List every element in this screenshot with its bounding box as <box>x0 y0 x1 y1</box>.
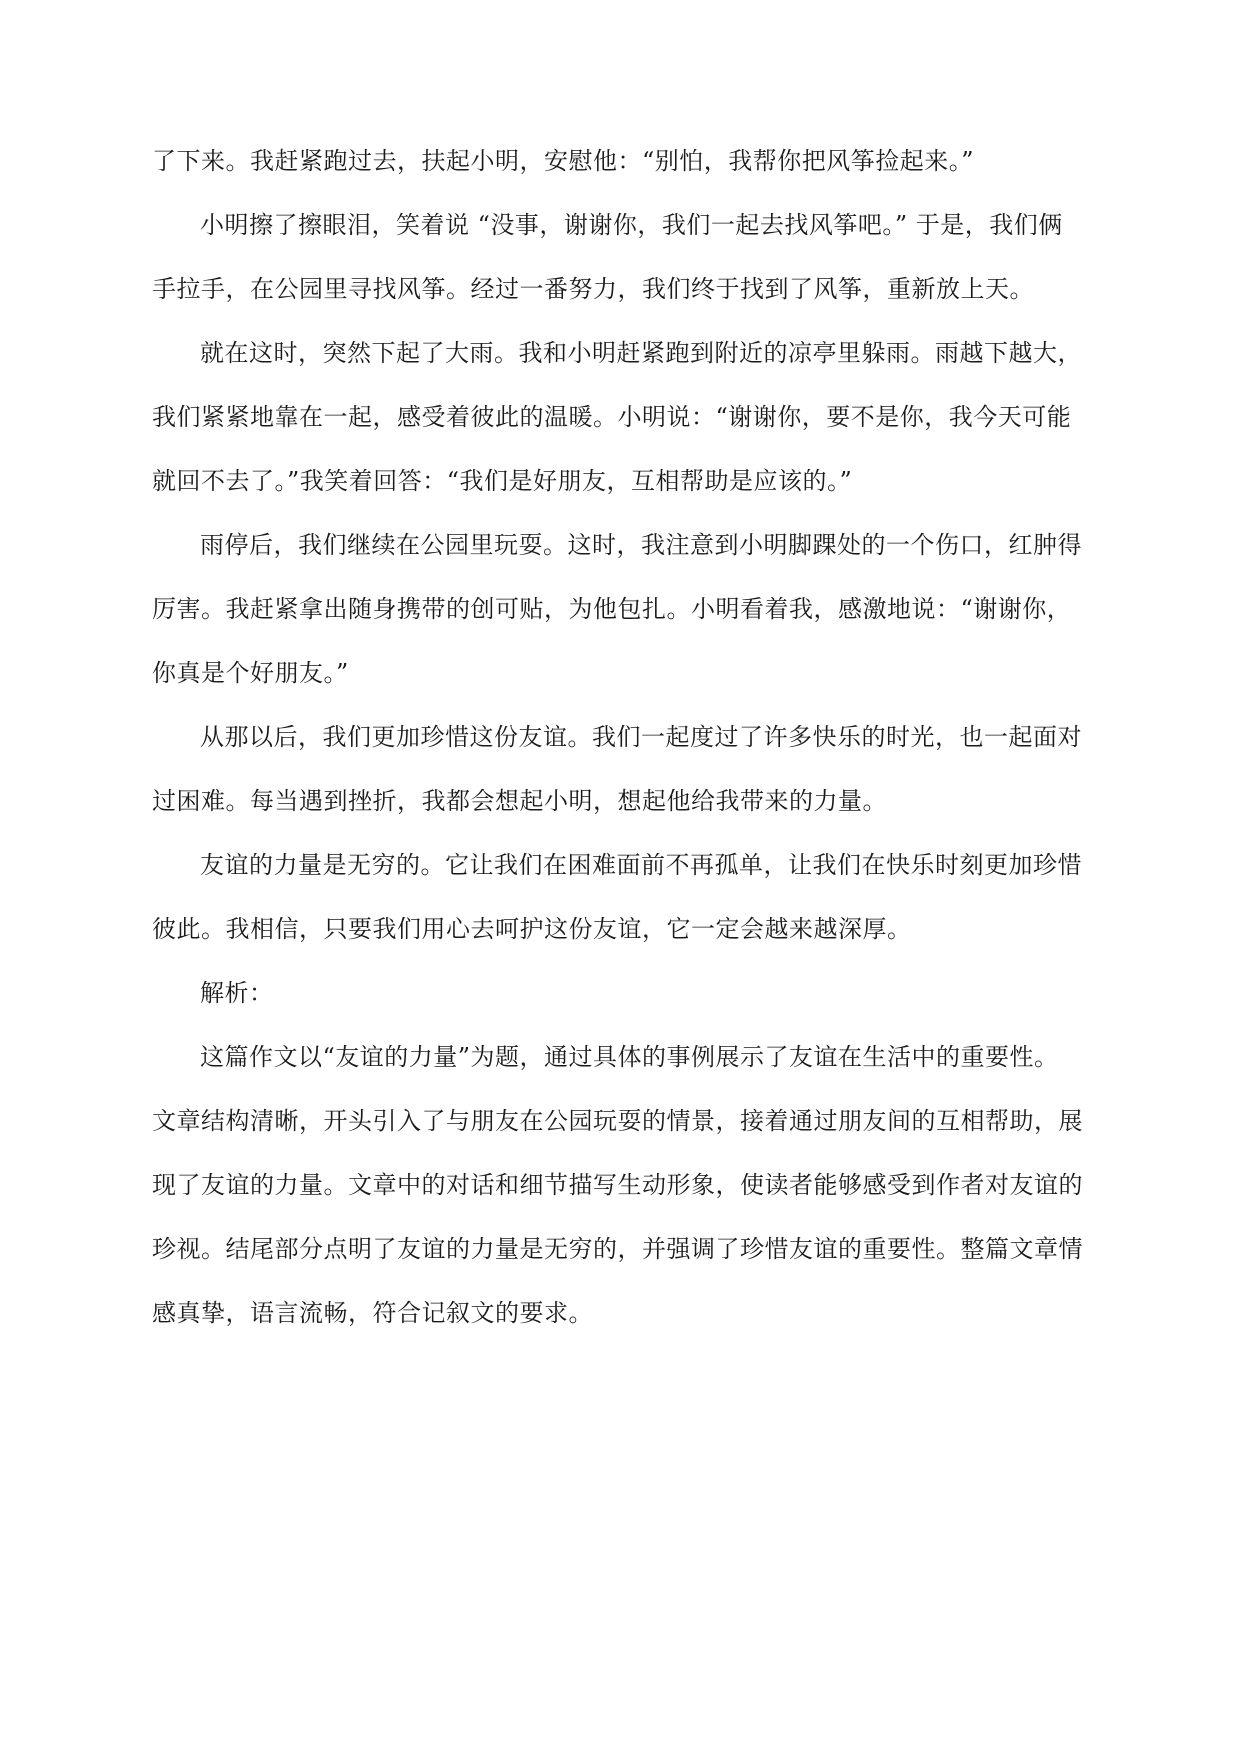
analysis-heading: 解析： <box>200 979 274 1007</box>
paragraph-first-line: 从那以后，我们更加珍惜这份友谊。我们一起度过了许多快乐的时光，也一起面对 <box>200 723 1082 751</box>
text-line: 手拉手，在公园里寻找风筝。经过一番努力，我们终于找到了风筝，重新放上天。 <box>152 275 1034 303</box>
text-line: 你真是个好朋友。” <box>152 659 349 687</box>
paragraph-first-line: 小明擦了擦眼泪，笑着说 “没事，谢谢你，我们一起去找风筝吧。” 于是，我们俩 <box>200 211 1063 239</box>
text-line: 我们紧紧地靠在一起，感受着彼此的温暖。小明说：“谢谢你，要不是你，我今天可能 <box>152 403 1072 431</box>
text-line: 现了友谊的力量。文章中的对话和细节描写生动形象，使读者能够感受到作者对友谊的 <box>152 1171 1083 1199</box>
paragraph-first-line: 这篇作文以“友谊的力量”为题，通过具体的事例展示了友谊在生活中的重要性。 <box>200 1043 1059 1071</box>
text-line: 感真挚，语言流畅，符合记叙文的要求。 <box>152 1299 593 1327</box>
paragraph-first-line: 就在这时，突然下起了大雨。我和小明赶紧跑到附近的凉亭里躲雨。雨越下越大， <box>200 339 1082 367</box>
text-line: 文章结构清晰，开头引入了与朋友在公园玩耍的情景，接着通过朋友间的互相帮助，展 <box>152 1107 1083 1135</box>
paragraph-first-line: 雨停后，我们继续在公园里玩耍。这时，我注意到小明脚踝处的一个伤口，红肿得 <box>200 531 1082 559</box>
text-line: 彼此。我相信，只要我们用心去呵护这份友谊，它一定会越来越深厚。 <box>152 915 912 943</box>
text-line: 厉害。我赶紧拿出随身携带的创可贴，为他包扎。小明看着我，感激地说：“谢谢你， <box>152 595 1072 623</box>
text-line: 过困难。每当遇到挫折，我都会想起小明，想起他给我带来的力量。 <box>152 787 887 815</box>
text-line: 就回不去了。”我笑着回答：“我们是好朋友，互相帮助是应该的。” <box>152 467 853 495</box>
text-line: 珍视。结尾部分点明了友谊的力量是无穷的，并强调了珍惜友谊的重要性。整篇文章情 <box>152 1235 1083 1263</box>
text-line: 了下来。我赶紧跑过去，扶起小明，安慰他：“别怕，我帮你把风筝捡起来。” <box>152 147 975 175</box>
paragraph-first-line: 友谊的力量是无穷的。它让我们在困难面前不再孤单，让我们在快乐时刻更加珍惜 <box>200 851 1082 879</box>
